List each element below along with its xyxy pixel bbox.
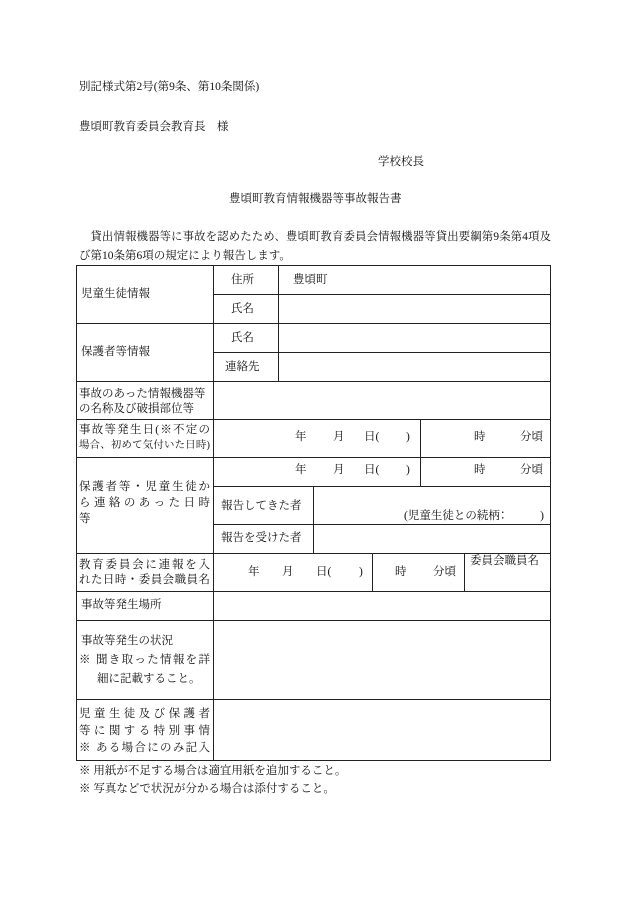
sender: 学校校長 [378,156,424,168]
month-unit: 月 [333,431,345,443]
situation-label [79,632,210,689]
table-rule [76,265,77,761]
day-unit: 日( [364,431,380,443]
addressee: 豊頃町教育委員会教育長 様 [79,121,229,133]
document-title: 豊頃町教育情報機器等事故報告書 [229,193,402,205]
table-rule [213,486,551,487]
intro-line: び第10条第6項の規定により報告します。 [79,250,291,262]
guardian-contact-field [279,353,550,381]
minute-unit: 分頃 [520,431,543,443]
hour-unit: 時 [474,464,486,476]
special-label-line: 児童生徒及び保護者 [79,708,210,720]
incident-date-label [79,422,210,454]
special-label-line: ※ ある場合にのみ記入 [79,742,210,754]
location-field [214,592,550,620]
contact-label-line: 等 [79,513,91,525]
minute-unit: 分頃 [520,464,543,476]
weekday-close: ) [359,566,363,578]
table-rule [76,265,551,266]
contact-label [79,479,210,527]
intro-line: 貸出情報機器等に事故を認めたため、豊頃町教育委員会情報機器等貸出要綱第9条第4項及 [79,231,551,243]
table-rule [464,553,465,592]
situation-label-line: ※ 聞き取った情報を詳 [79,654,210,666]
student-info-label: 児童生徒情報 [81,288,150,300]
table-rule [76,419,551,420]
situation-label-line: 事故等発生の状況 [81,635,173,647]
hour-unit: 時 [474,431,486,443]
guardian-name-field [279,324,550,352]
receiver-field [314,525,550,553]
staff-name-label: 委員会職員名 [470,555,539,567]
student-address-value: 豊頃町 [293,274,328,286]
weekday-close: ) [406,431,410,443]
intro-paragraph [79,228,551,266]
month-unit: 月 [333,464,345,476]
year-unit: 年 [295,431,307,443]
incident-date-label-line: 事故等発生日(※不定の [79,424,210,436]
footnote: ※ 写真などで状況が分かる場合は添付すること。 [79,783,335,795]
board-report-label [79,558,210,588]
situation-field [214,621,550,699]
student-address-label: 住所 [231,274,254,286]
board-report-label-line: れた日時・委員会職員名 [79,574,210,586]
relationship-note: (児童生徒との続柄： ) [404,510,544,522]
table-rule [372,553,373,592]
minute-unit: 分頃 [433,566,456,578]
form-number: 別記様式第2号(第9条、第10条関係) [79,81,260,93]
weekday-close: ) [406,464,410,476]
guardian-contact-label: 連絡先 [225,361,260,373]
contact-label-line: 保護者等・児童生徒か [79,481,210,493]
year-unit: 年 [295,464,307,476]
incident-date-label-line: 場合、初めて気付いた日時) [79,440,210,451]
table-rule [550,265,551,761]
table-rule [420,419,421,487]
receiver-label: 報告を受けた者 [221,532,302,544]
special-label-line: 等に関する特別事情 [79,725,210,737]
month-unit: 月 [282,566,294,578]
guardian-info-label: 保護者等情報 [81,346,150,358]
device-label [79,387,210,417]
year-unit: 年 [248,566,260,578]
location-label: 事故等発生場所 [81,599,162,611]
student-name-label: 氏名 [231,303,254,315]
hour-unit: 時 [395,566,407,578]
reporter-label: 報告してきた者 [221,500,302,512]
special-circumstances-field [214,700,550,760]
table-rule [76,760,551,761]
student-name-field [279,295,550,323]
footnote: ※ 用紙が不足する場合は適宜用紙を追加すること。 [79,765,347,777]
contact-label-line: ら連絡のあった日時 [79,497,210,509]
situation-label-line: 細に記載すること。 [97,673,201,685]
device-field [214,382,550,419]
device-label-line: 事故のあった情報機器等 [79,388,206,400]
device-label-line: の名称及び破損部位等 [79,403,194,415]
table-rule [76,457,551,458]
day-unit: 日( [316,566,332,578]
guardian-name-label: 氏名 [231,332,254,344]
board-report-label-line: 教育委員会に連報を入 [79,559,210,571]
day-unit: 日( [364,464,380,476]
special-circumstances-label [79,706,210,757]
